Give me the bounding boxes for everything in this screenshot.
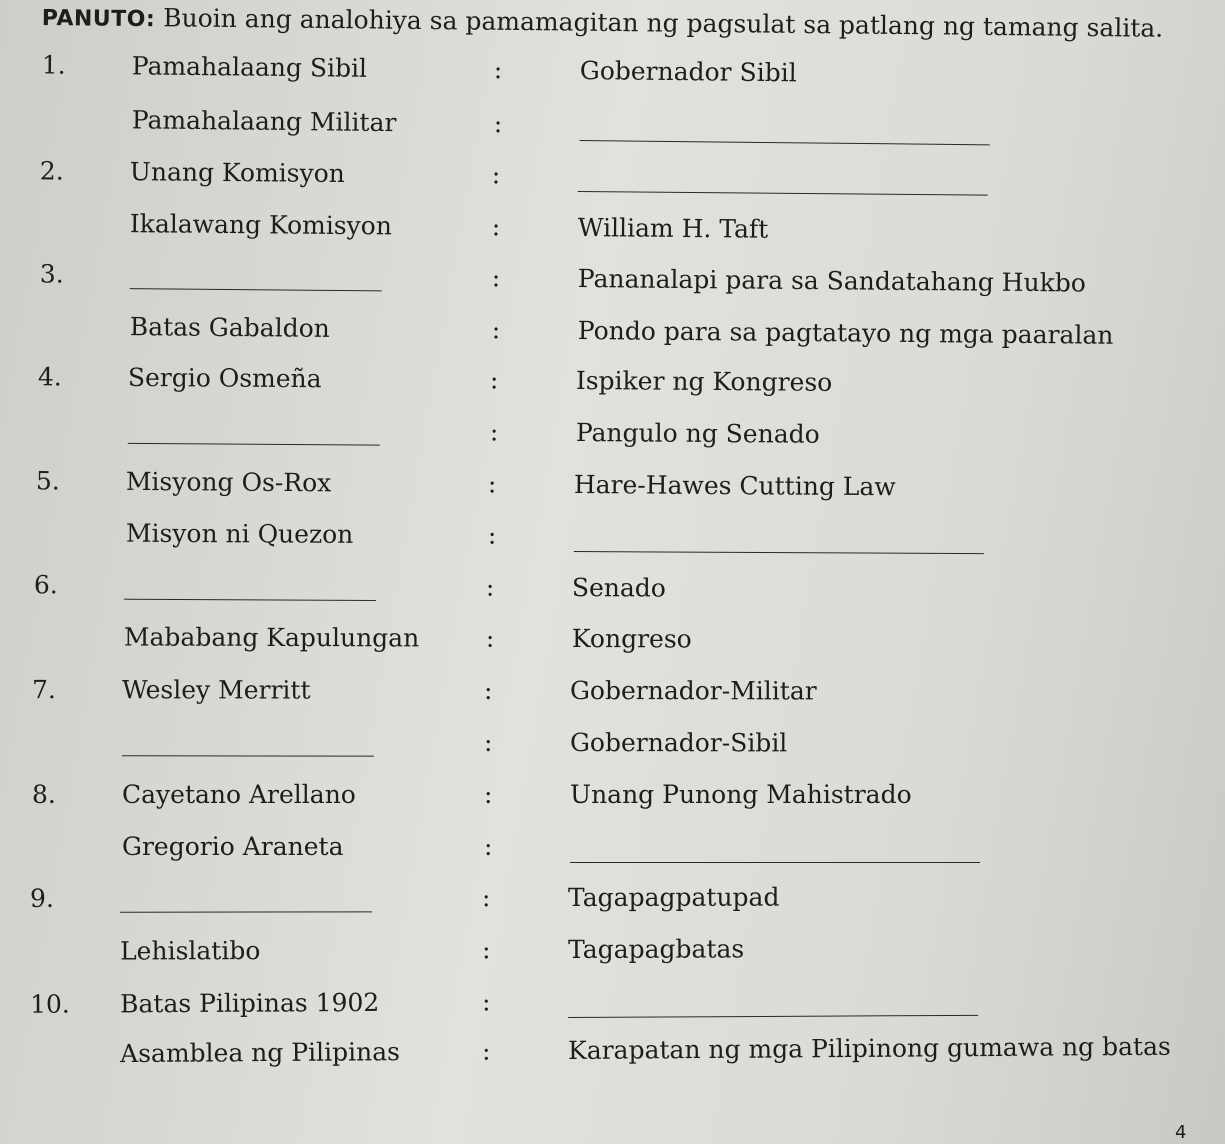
colon-separator: : xyxy=(485,572,495,602)
right-term: Pangulo ng Senado xyxy=(575,418,820,449)
analogy-row xyxy=(0,675,1217,717)
right-term: Senado xyxy=(571,573,666,603)
right-term: Unang Punong Mahistrado xyxy=(570,780,912,809)
instruction-label: PANUTO: xyxy=(41,5,156,33)
colon-separator: : xyxy=(481,1036,491,1066)
left-term: Sergio Osmeña xyxy=(127,362,322,394)
colon-separator: : xyxy=(489,365,499,395)
analogy-row xyxy=(0,414,1223,463)
instruction-text: Buoin ang analohiya sa pamamagitan ng pagsulat sa patlang ng tamang salita. xyxy=(155,3,1164,43)
item-number: 2. xyxy=(39,156,64,186)
left-term: Wesley Merritt xyxy=(121,675,311,705)
left-term: Pamahalaang Sibil xyxy=(131,51,368,83)
answer-blank-right[interactable] xyxy=(574,551,984,554)
analogy-row xyxy=(0,622,1219,666)
right-term: Pondo para sa pagtatayo ng mga paaralan xyxy=(577,316,1114,350)
right-term: Gobernador-Sibil xyxy=(569,728,788,758)
left-term: Cayetano Arellano xyxy=(122,780,356,809)
answer-blank-right[interactable] xyxy=(568,1015,978,1018)
colon-separator: : xyxy=(484,780,493,809)
item-number: 5. xyxy=(35,466,60,496)
analogy-row xyxy=(0,311,1225,362)
item-number: 8. xyxy=(32,780,56,809)
analogy-row xyxy=(0,466,1221,515)
answer-blank-left[interactable] xyxy=(128,443,380,446)
left-term: Misyong Os-Rox xyxy=(125,466,332,498)
colon-separator: : xyxy=(483,727,493,757)
colon-separator: : xyxy=(491,212,501,242)
colon-separator: : xyxy=(493,55,503,85)
item-number: 9. xyxy=(29,883,54,913)
analogy-row xyxy=(2,104,1225,157)
colon-separator: : xyxy=(481,987,491,1017)
page-number: 4 xyxy=(1175,1122,1187,1143)
item-number: 10. xyxy=(29,989,70,1019)
right-term: Karapatan ng mga Pilipinong gumawa ng batas xyxy=(567,1031,1171,1065)
analogy-row xyxy=(0,832,1217,872)
right-term: Kongreso xyxy=(571,624,692,654)
colon-separator: : xyxy=(487,520,497,550)
answer-blank-left[interactable] xyxy=(124,599,376,601)
right-term: Tagapagpatupad xyxy=(567,882,780,912)
analogy-row xyxy=(0,570,1219,616)
analogy-row xyxy=(0,780,1217,820)
analogy-row xyxy=(0,259,1225,310)
right-term: Hare-Hawes Cutting Law xyxy=(573,470,896,502)
right-term: Gobernador-Militar xyxy=(569,676,817,706)
analogy-row xyxy=(0,518,1221,564)
colon-separator: : xyxy=(491,315,501,345)
colon-separator: : xyxy=(491,263,501,293)
left-term: Misyon ni Quezon xyxy=(125,518,354,549)
right-term: Tagapagbatas xyxy=(567,934,745,964)
left-term: Unang Komisyon xyxy=(129,157,345,189)
answer-blank-left[interactable] xyxy=(130,288,382,291)
item-number: 4. xyxy=(37,362,62,392)
colon-separator: : xyxy=(493,109,503,139)
answer-blank-left[interactable] xyxy=(120,911,372,912)
item-number: 7. xyxy=(31,675,56,705)
answer-blank-right[interactable] xyxy=(578,191,988,196)
item-number: 3. xyxy=(39,259,64,289)
answer-blank-left[interactable] xyxy=(122,755,374,756)
analogy-row xyxy=(0,933,1215,977)
left-term: Batas Gabaldon xyxy=(129,312,330,343)
item-number xyxy=(40,208,100,209)
colon-separator: : xyxy=(489,417,499,447)
analogy-row xyxy=(0,727,1217,769)
colon-separator: : xyxy=(491,160,501,190)
analogy-row xyxy=(0,882,1215,924)
left-term: Batas Pilipinas 1902 xyxy=(119,987,380,1019)
answer-blank-right[interactable] xyxy=(570,862,980,863)
right-term: William H. Taft xyxy=(577,213,769,244)
analogy-row xyxy=(0,1031,1215,1080)
colon-separator: : xyxy=(483,675,493,705)
colon-separator: : xyxy=(485,623,495,653)
left-term: Lehislatibo xyxy=(119,936,261,966)
colon-separator: : xyxy=(484,832,493,861)
left-term: Mababang Kapulungan xyxy=(123,622,420,653)
answer-blank-right[interactable] xyxy=(580,140,990,145)
left-term: Asamblea ng Pilipinas xyxy=(119,1037,401,1069)
analogy-row xyxy=(0,362,1223,411)
right-term: Pananalapi para sa Sandatahang Hukbo xyxy=(577,264,1086,298)
left-term: Ikalawang Komisyon xyxy=(129,209,393,241)
item-number: 1. xyxy=(41,50,66,80)
colon-separator: : xyxy=(487,469,497,499)
right-term: Ispiker ng Kongreso xyxy=(575,366,833,397)
item-number: 6. xyxy=(33,570,58,600)
item-number xyxy=(42,104,102,105)
colon-separator: : xyxy=(481,883,491,913)
analogy-row xyxy=(0,208,1225,259)
analogy-row xyxy=(0,984,1215,1030)
right-term: Gobernador Sibil xyxy=(579,56,797,88)
analogy-row xyxy=(0,156,1225,207)
left-term: Gregorio Araneta xyxy=(122,832,344,861)
item-number xyxy=(40,311,100,312)
analogy-row xyxy=(2,50,1225,103)
left-term: Pamahalaang Militar xyxy=(131,105,397,138)
colon-separator: : xyxy=(481,935,491,965)
